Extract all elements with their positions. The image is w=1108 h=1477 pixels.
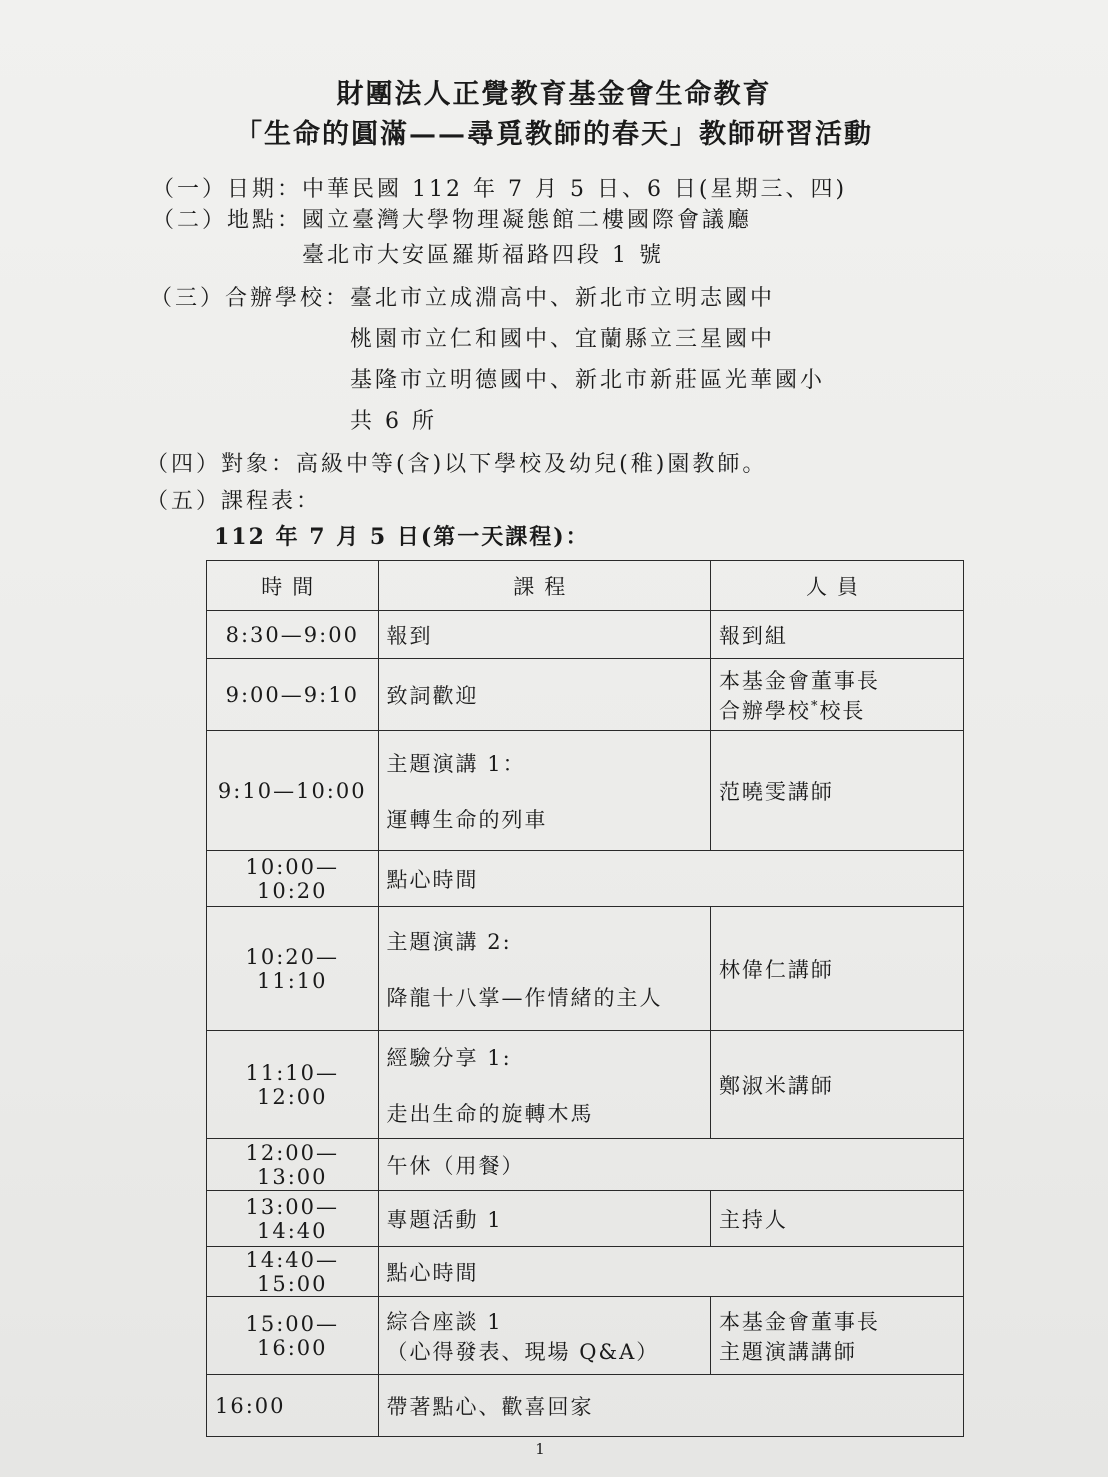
table-row: [207, 851, 964, 907]
row-course: 帶著點心、歡喜回家: [378, 1375, 963, 1437]
table-row: [207, 1375, 964, 1437]
table-row: [207, 1297, 964, 1375]
staff-line: [719, 695, 955, 725]
header-course: 課程: [378, 561, 710, 611]
row-course: 專題活動 1: [378, 1191, 710, 1247]
row-staff: [710, 659, 963, 731]
info-schedule-label: （五）課程表：: [146, 489, 322, 514]
row-course: 點心時間: [378, 851, 963, 907]
row-time: 13:00—14:40: [207, 1191, 379, 1247]
row-time: 10:00—10:20: [207, 851, 379, 907]
row-time: 10:20—11:10: [207, 907, 379, 1031]
row-course: [378, 907, 710, 1031]
table-row: [207, 1139, 964, 1191]
row-time: 14:40—15:00: [207, 1247, 379, 1297]
header-time: 時間: [207, 561, 379, 611]
row-staff: 范曉雯講師: [710, 731, 963, 851]
course-line: 主題演講 2:: [386, 929, 512, 954]
row-course: [378, 1297, 710, 1375]
row-course: [378, 731, 710, 851]
course-line: 綜合座談 1: [386, 1309, 503, 1334]
staff-line-pre: 合辦學校: [718, 698, 811, 723]
table-row: [207, 659, 964, 731]
row-time: 11:10—12:00: [207, 1031, 379, 1139]
row-course: 致詞歡迎: [378, 659, 710, 731]
info-schools-total: 共 6 所: [350, 409, 437, 434]
info-audience: （四）對象：高級中等(含)以下學校及幼兒(稚)園教師。: [146, 452, 768, 477]
schedule-table: [206, 560, 964, 1437]
staff-line-post: 校長: [819, 698, 866, 723]
info-schools-line3: 基隆市立明德國中、新北市新莊區光華國小: [350, 368, 826, 393]
staff-line: 本基金會董事長: [718, 668, 880, 693]
info-address: 臺北市大安區羅斯福路四段 1 號: [302, 243, 664, 268]
row-course: 點心時間: [378, 1247, 963, 1297]
row-staff: 主持人: [710, 1191, 963, 1247]
table-row: [207, 1191, 964, 1247]
course-line: 走出生命的旋轉木馬: [386, 1101, 594, 1126]
table-row: [207, 731, 964, 851]
table-row: [207, 907, 964, 1031]
row-staff: 鄭淑米講師: [710, 1031, 963, 1139]
info-place: （二）地點：國立臺灣大學物理凝態館二樓國際會議廳: [152, 208, 753, 233]
row-course: 午休（用餐）: [378, 1139, 963, 1191]
row-time: 9:10—10:00: [207, 731, 379, 851]
title-line-2: 「生命的圓滿——尋覓教師的春天」教師研習活動: [235, 119, 873, 150]
table-header-row: [207, 561, 964, 611]
course-line: 主題演講 1：: [386, 751, 526, 776]
title-line-1: 財團法人正覺教育基金會生命教育: [336, 79, 772, 110]
course-line: 經驗分享 1:: [386, 1045, 512, 1070]
info-date: （一）日期：中華民國 112 年 7 月 5 日、6 日(星期三、四): [152, 177, 848, 202]
row-time: 12:00—13:00: [207, 1139, 379, 1191]
staff-line: 本基金會董事長: [718, 1309, 880, 1334]
row-course: 報到: [378, 611, 710, 659]
course-line: 運轉生命的列車: [386, 807, 548, 832]
staff-line: 主題演講講師: [718, 1339, 857, 1364]
header-staff: 人員: [710, 561, 963, 611]
row-time: 9:00—9:10: [207, 659, 379, 731]
row-time: 15:00—16:00: [207, 1297, 379, 1375]
info-schools: （三）合辦學校：臺北市立成淵高中、新北市立明志國中: [150, 286, 776, 311]
footnote-mark: *: [810, 698, 820, 714]
row-course: [378, 1031, 710, 1139]
row-staff: 報到組: [710, 611, 963, 659]
course-line: 降龍十八掌—作情緒的主人: [386, 985, 663, 1010]
row-staff: 林偉仁講師: [710, 907, 963, 1031]
schedule-day-heading: 112 年 7 月 5 日(第一天課程)：: [214, 524, 590, 550]
page-number: 1: [535, 1440, 545, 1458]
table-row: [207, 611, 964, 659]
row-time: 16:00: [207, 1375, 379, 1437]
table-row: [207, 1031, 964, 1139]
course-line: （心得發表、現場 Q&A）: [386, 1339, 660, 1364]
row-staff: [710, 1297, 963, 1375]
info-schools-line2: 桃園市立仁和國中、宜蘭縣立三星國中: [350, 327, 776, 352]
row-time: 8:30—9:00: [207, 611, 379, 659]
table-row: [207, 1247, 964, 1297]
